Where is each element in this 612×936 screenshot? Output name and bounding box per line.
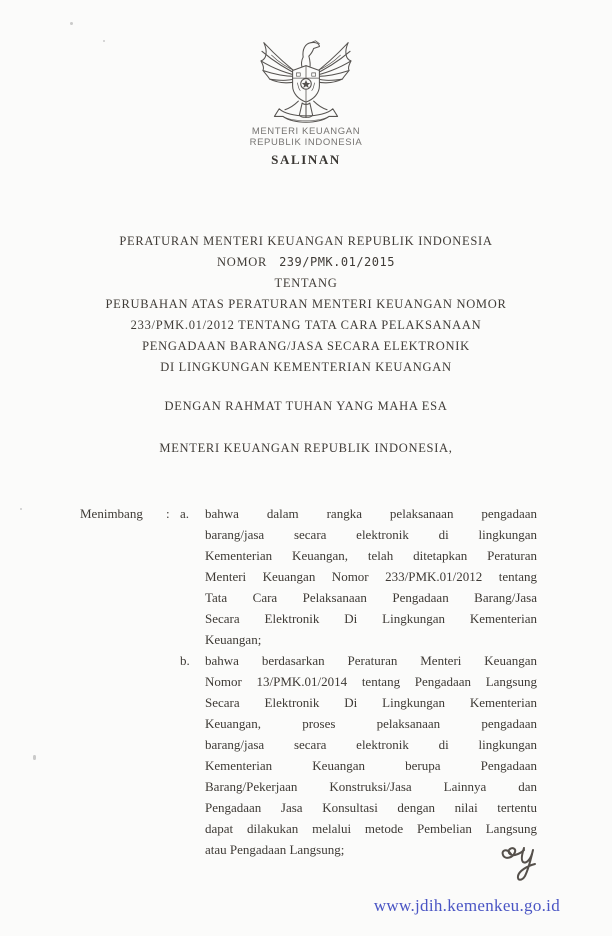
nomor-value: 239/PMK.01/2015 [279,255,395,269]
paragraph-line: Kementerian Keuangan berupa Pengadaan [205,758,537,773]
paragraph-line: Keuangan, proses pelaksanaan pengadaan [205,716,537,731]
title-nomor-line [0,252,612,273]
paragraph-line: Nomor 13/PMK.01/2014 tentang Pengadaan Langsung [205,674,537,689]
paragraph-line: bahwa dalam rangka pelaksanaan pengadaan [205,506,537,521]
paragraph-line: bahwa berdasarkan Peraturan Menteri Keuangan [205,653,537,668]
jdih-url-link[interactable]: www.jdih.kemenkeu.go.id [373,896,560,915]
paragraph-line: Menteri Keuangan Nomor 233/PMK.01/2012 tentang [205,569,537,584]
ministry-line1: MENTERI KEUANGAN [251,126,361,137]
nomor-label: NOMOR [217,255,268,269]
paragraph-line: Kementerian Keuangan, telah ditetapkan Peraturan [205,548,537,563]
paragraph-line: Tata Cara Pelaksanaan Pengadaan Barang/Jasa [205,590,537,605]
ministry-line2: REPUBLIK INDONESIA [249,137,363,148]
regulation-title [0,231,612,378]
title-subject-line: 233/PMK.01/2012 TENTANG TATA CARA PELAKSANAAN [130,318,482,332]
paragraph-line: barang/jasa secara elektronik di lingkungan [205,737,537,752]
paragraph-line: Pengadaan Jasa Konsultasi dengan nilai tertentu [205,800,537,815]
title-subject-line: PENGADAAN BARANG/JASA SECARA ELEKTRONIK [142,339,470,353]
considering-label: Menimbang [80,506,143,521]
authority-line: MENTERI KEUANGAN REPUBLIK INDONESIA, [159,441,453,455]
paragraph-line: dapat dilakukan melalui metode Pembelian Langsung [205,821,537,836]
considering-item-a [180,503,540,650]
item-paragraph [205,503,537,650]
handwritten-initials [497,840,549,890]
paragraph-line: barang/jasa secara elektronik di lingkungan [205,527,537,542]
considering-items [180,503,540,860]
scan-speck [70,22,73,25]
item-marker: a. [180,506,190,521]
paragraph-line: Keuangan; [205,632,262,647]
considering-colon: : [166,506,170,521]
scan-speck [103,40,105,42]
copy-label: SALINAN [271,152,341,167]
considering-item-b [180,650,540,860]
invocation-line: DENGAN RAHMAT TUHAN YANG MAHA ESA [164,399,448,413]
paragraph-line: Secara Elektronik Di Lingkungan Kementerian [205,695,537,710]
item-paragraph [205,650,537,860]
title-tentang: TENTANG [274,276,338,290]
paragraph-line: Barang/Pekerjaan Konstruksi/Jasa Lainnya dan [205,779,537,794]
title-subject-line: PERUBAHAN ATAS PERATURAN MENTERI KEUANGAN NOMOR [105,297,507,311]
garuda-pancasila-icon [258,36,354,126]
paragraph-line: Secara Elektronik Di Lingkungan Kementerian [205,611,537,626]
item-marker: b. [180,653,190,668]
scan-speck [33,755,36,760]
paragraph-line: atau Pengadaan Langsung; [205,842,345,857]
ministry-name [0,126,612,148]
title-subject-line: DI LINGKUNGAN KEMENTERIAN KEUANGAN [160,360,452,374]
title-line1: PERATURAN MENTERI KEUANGAN REPUBLIK INDONESIA [119,234,493,248]
scan-speck [20,508,22,510]
